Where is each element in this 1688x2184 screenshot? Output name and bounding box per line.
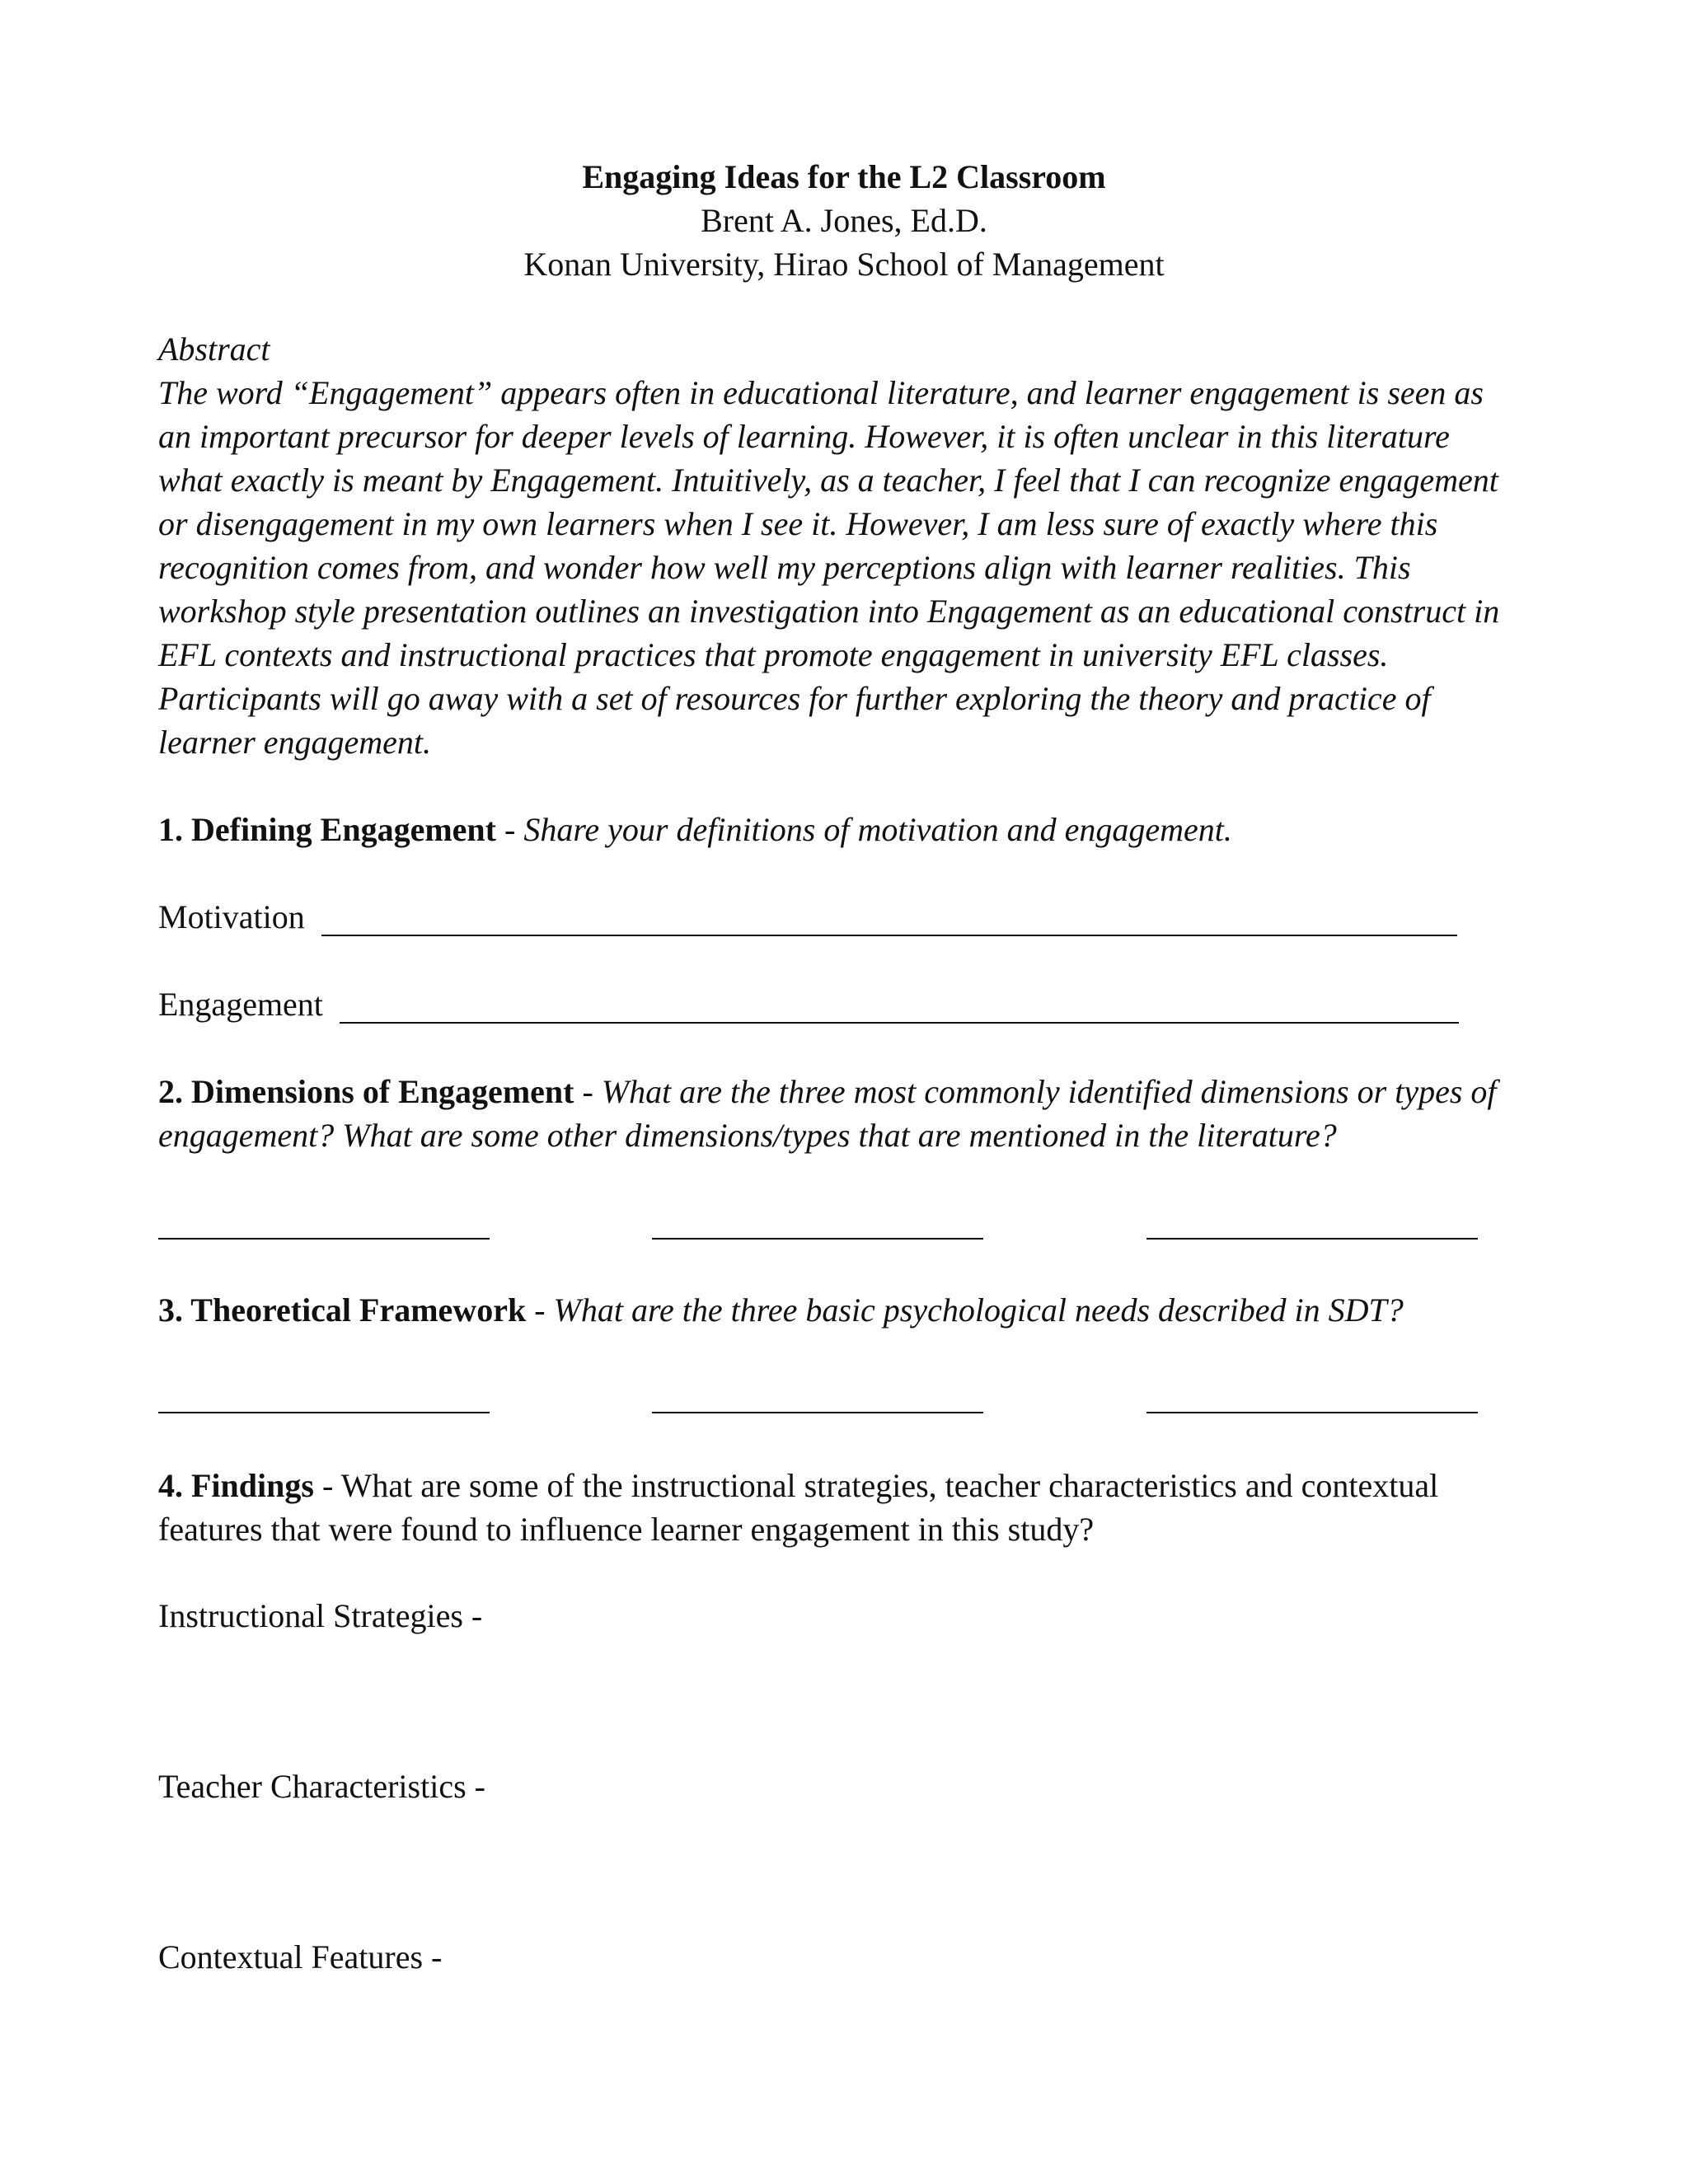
section-3-separator: -	[526, 1291, 554, 1329]
abstract-line: Participants will go away with a set of resources for further exploring the theory and practice of	[158, 680, 1431, 717]
abstract-line: an important precursor for deeper levels of learning. However, it is often unclear in this literature	[158, 418, 1450, 455]
need-answer-line-1[interactable]	[158, 1412, 490, 1413]
section-2-prompt-line-2: engagement? What are some other dimensions/types that are mentioned in the literature?	[158, 1117, 1337, 1154]
dimension-answer-line-1[interactable]	[158, 1238, 490, 1240]
section-4-findings	[158, 1464, 1438, 1507]
dimension-answer-line-2[interactable]	[652, 1238, 983, 1240]
abstract-line: The word “Engagement” appears often in educational literature, and learner engagement is seen as	[158, 374, 1484, 411]
section-2-prompt-line-1: What are the three most commonly identified dimensions or types of	[601, 1073, 1497, 1110]
motivation-label: Motivation	[158, 898, 305, 935]
motivation-answer-line[interactable]	[321, 935, 1457, 936]
abstract-heading: Abstract	[158, 330, 270, 368]
section-4-prompt-line-2: features that were found to influence learner engagement in this study?	[158, 1511, 1095, 1548]
engagement-answer-line[interactable]	[340, 1022, 1459, 1024]
section-4-prompt-line-1: What are some of the instructional strategies, teacher characteristics and contextual	[340, 1467, 1439, 1504]
abstract-line: workshop style presentation outlines an investigation into Engagement as an educational construct in	[158, 593, 1500, 630]
author-name: Brent A. Jones, Ed.D.	[701, 202, 987, 239]
section-1-prompt: Share your definitions of motivation and engagement.	[523, 811, 1232, 848]
instructional-strategies-label: Instructional Strategies -	[158, 1597, 483, 1634]
abstract-line: EFL contexts and instructional practices that promote engagement in university EFL classes.	[158, 636, 1389, 673]
section-3-prompt: What are the three basic psychological needs described in SDT?	[553, 1291, 1404, 1329]
abstract-line: or disengagement in my own learners when I see it. However, I am less sure of exactly where this	[158, 505, 1438, 542]
need-answer-line-2[interactable]	[652, 1412, 983, 1413]
document-title: Engaging Ideas for the L2 Classroom	[582, 158, 1106, 195]
abstract-line: what exactly is meant by Engagement. Intuitively, as a teacher, I feel that I can recognize engagement	[158, 462, 1498, 499]
teacher-characteristics-label: Teacher Characteristics -	[158, 1768, 485, 1805]
contextual-features-label: Contextual Features -	[158, 1938, 443, 1975]
section-2-dimensions	[158, 1070, 1497, 1113]
section-1-heading: 1. Defining Engagement	[158, 811, 496, 848]
section-3-heading: 3. Theoretical Framework	[158, 1291, 527, 1329]
section-4-heading: 4. Findings	[158, 1467, 314, 1504]
abstract-line: learner engagement.	[158, 724, 432, 761]
section-2-separator: -	[574, 1073, 602, 1110]
abstract-line: recognition comes from, and wonder how well my perceptions align with learner realities. This	[158, 549, 1411, 586]
section-2-heading: 2. Dimensions of Engagement	[158, 1073, 574, 1110]
abstract-body	[158, 371, 1526, 764]
section-3-theoretical-framework	[158, 1288, 1404, 1332]
section-1-defining-engagement	[158, 808, 1232, 851]
dimension-answer-line-3[interactable]	[1146, 1238, 1478, 1240]
section-4-separator: -	[313, 1467, 341, 1504]
engagement-label: Engagement	[158, 986, 323, 1023]
affiliation: Konan University, Hirao School of Management	[523, 246, 1165, 283]
need-answer-line-3[interactable]	[1146, 1412, 1478, 1413]
section-1-separator: -	[496, 811, 524, 848]
